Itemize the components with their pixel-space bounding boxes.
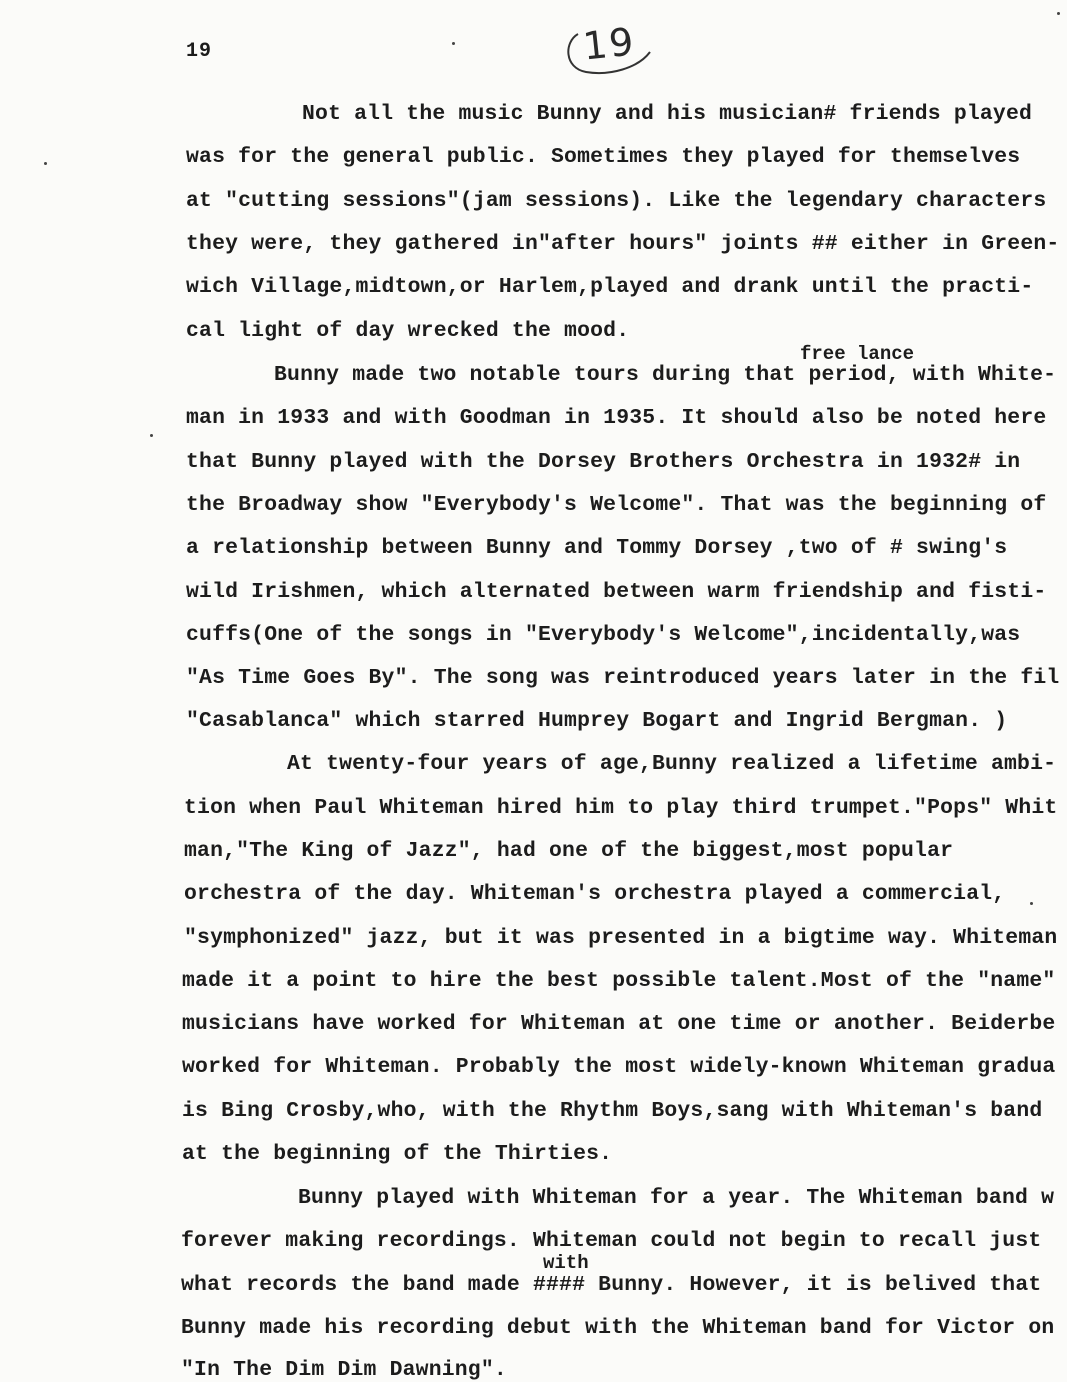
text-line: musicians have worked for Whiteman at one time or another. Beiderbe (182, 1012, 1056, 1036)
text-line: cal light of day wrecked the mood. (186, 319, 630, 343)
text-line: "symphonized" jazz, but it was presented in a bigtime way. Whiteman (184, 926, 1058, 950)
text-line: a relationship between Bunny and Tommy Dorsey ,two of # swing's (186, 536, 1008, 560)
text-line: they were, they gathered in"after hours" joints ## either in Green- (186, 232, 1060, 256)
text-line: cuffs(One of the songs in "Everybody's Welcome",incidentally,was (186, 623, 1021, 647)
text-line: Bunny made his recording debut with the Whiteman band for Victor on (181, 1316, 1055, 1340)
speck (44, 162, 47, 165)
text-line: the Broadway show "Everybody's Welcome". That was the beginning of (186, 493, 1047, 517)
text-line: "As Time Goes By". The song was reintroduced years later in the fil (186, 666, 1060, 690)
text-line: man,"The King of Jazz", had one of the biggest,most popular (184, 839, 954, 863)
speck (452, 42, 455, 45)
text-line: Bunny played with Whiteman for a year. The Whiteman band w (298, 1186, 1055, 1210)
interlinear-insertion-with: with (543, 1252, 589, 1274)
speck (1057, 12, 1060, 15)
text-line: what records the band made #### Bunny. However, it is belived that (181, 1273, 1042, 1297)
speck (150, 434, 153, 437)
text-line: man in 1933 and with Goodman in 1935. It should also be noted here (186, 406, 1047, 430)
page-number: 19 (186, 40, 213, 63)
text-line: "In The Dim Dim Dawning". (181, 1358, 507, 1382)
interlinear-insertion-free-lance: free lance (800, 343, 915, 365)
text-line: was for the general public. Sometimes they played for themselves (186, 145, 1021, 169)
text-line: made it a point to hire the best possible talent.Most of the "name" (182, 969, 1056, 993)
text-line: forever making recordings. Whiteman could not begin to recall just (181, 1229, 1042, 1253)
handwritten-page-number: 19 (580, 19, 638, 69)
text-line: at the beginning of the Thirties. (182, 1142, 613, 1166)
text-line: "Casablanca" which starred Humprey Bogart and Ingrid Bergman. ) (186, 709, 1008, 733)
text-line: worked for Whiteman. Probably the most widely-known Whiteman gradua (182, 1055, 1056, 1079)
speck (1030, 902, 1033, 905)
text-line: is Bing Crosby,who, with the Rhythm Boys,sang with Whiteman's band (182, 1099, 1043, 1123)
text-line: Bunny made two notable tours during that period, with White- (274, 363, 1057, 387)
text-line: tion when Paul Whiteman hired him to play third trumpet."Pops" Whit (184, 796, 1058, 820)
text-line: wild Irishmen, which alternated between warm friendship and fisti- (186, 580, 1047, 604)
text-line: at "cutting sessions"(jam sessions). Like the legendary characters (186, 189, 1047, 213)
text-line: wich Village,midtown,or Harlem,played and drank until the practi- (186, 275, 1034, 299)
text-line: orchestra of the day. Whiteman's orchestra played a commercial, (184, 882, 1006, 906)
text-line: Not all the music Bunny and his musician# friends played (302, 102, 1033, 126)
text-line: At twenty-four years of age,Bunny realized a lifetime ambi- (287, 752, 1057, 776)
text-line: that Bunny played with the Dorsey Brothers Orchestra in 1932# in (186, 450, 1021, 474)
